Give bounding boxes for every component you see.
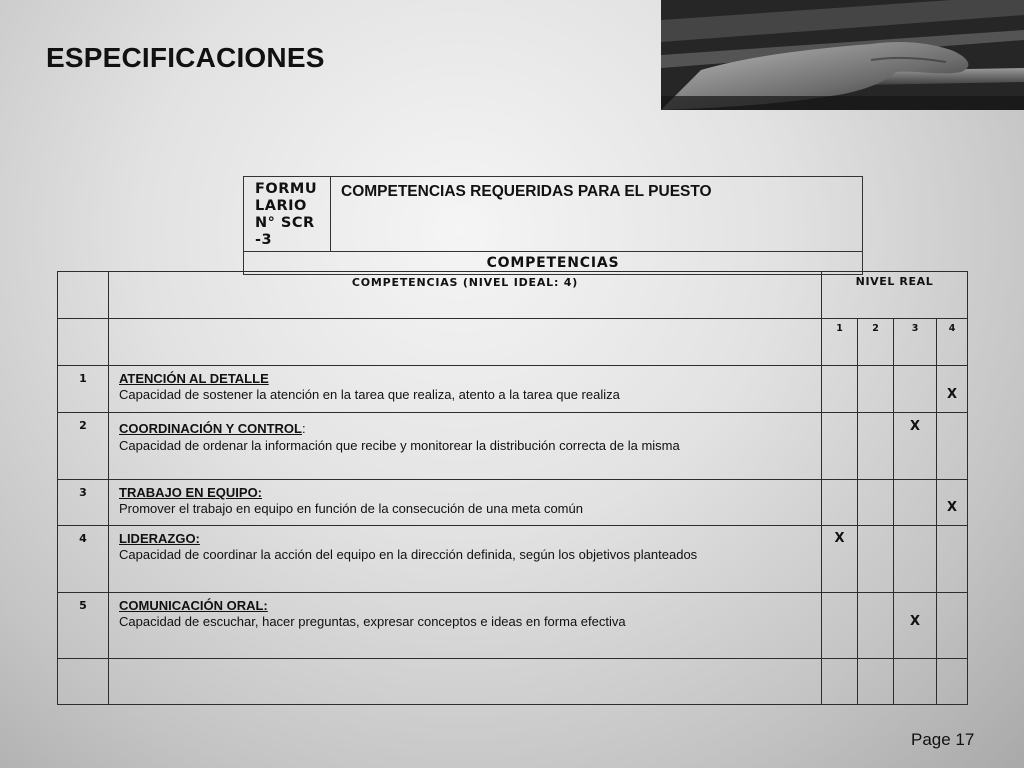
page-number: Page 17: [911, 730, 975, 749]
table-row: [58, 593, 968, 659]
row-number: 2: [58, 413, 109, 480]
empty-cell: [58, 659, 109, 705]
level-mark: X: [937, 366, 968, 413]
form-code-line: LARIO: [255, 198, 307, 214]
competency-name: LIDERAZGO:: [119, 531, 200, 546]
hand-on-rail-image: [661, 0, 1024, 110]
form-code-line: FORMU: [255, 181, 318, 197]
empty-cell: [822, 659, 858, 705]
level-mark: [822, 366, 858, 413]
row-number: 3: [58, 480, 109, 526]
table-row: [58, 366, 968, 413]
form-code-line: N° SCR: [255, 215, 315, 231]
level-header: 4: [937, 319, 968, 366]
empty-cell: [109, 659, 822, 705]
empty-cell: [937, 659, 968, 705]
competency-cell: [109, 413, 822, 480]
level-mark: [858, 593, 894, 659]
competency-cell: [109, 526, 822, 593]
level-mark: [822, 413, 858, 480]
competency-description: Capacidad de escuchar, hacer preguntas, expresar conceptos e ideas en forma efectiva: [119, 614, 626, 629]
level-mark: [937, 526, 968, 593]
level-mark: [937, 593, 968, 659]
form-code-line: -3: [255, 232, 273, 248]
level-mark: [894, 480, 937, 526]
level-mark: X: [937, 480, 968, 526]
form-section-label: COMPETENCIAS: [486, 255, 620, 271]
level-mark: [858, 526, 894, 593]
form-divider: [244, 251, 862, 252]
level-mark: X: [822, 526, 858, 593]
competency-description: Capacidad de coordinar la acción del equipo en la dirección definida, según los objetivos planteados: [119, 547, 698, 562]
competency-cell: [109, 593, 822, 659]
form-heading: COMPETENCIAS REQUERIDAS PARA EL PUESTO: [341, 183, 712, 200]
level-mark: [822, 593, 858, 659]
form-code: [244, 177, 331, 252]
empty-cell: [858, 659, 894, 705]
table-row: [58, 413, 968, 480]
level-mark: X: [894, 593, 937, 659]
level-mark: [822, 480, 858, 526]
row-number: 4: [58, 526, 109, 593]
level-mark: [858, 413, 894, 480]
empty-cell: [58, 319, 109, 366]
competencies-table: [57, 271, 968, 705]
level-header-row: [58, 319, 968, 366]
competency-name: COORDINACIÓN Y CONTROL: [119, 421, 302, 436]
table-row: [58, 659, 968, 705]
competency-name: ATENCIÓN AL DETALLE: [119, 371, 269, 386]
empty-cell: [894, 659, 937, 705]
row-number: 5: [58, 593, 109, 659]
competency-description: Capacidad de ordenar la información que recibe y monitorear la distribución correcta de la misma: [119, 438, 680, 453]
competency-description: Capacidad de sostener la atención en la tarea que realiza, atento a la tarea que realiza: [119, 387, 620, 402]
level-header: 2: [858, 319, 894, 366]
level-mark: [894, 366, 937, 413]
empty-cell: [109, 319, 822, 366]
competency-cell: [109, 480, 822, 526]
row-number: 1: [58, 366, 109, 413]
competency-name: COMUNICACIÓN ORAL:: [119, 598, 268, 613]
competency-name: TRABAJO EN EQUIPO:: [119, 485, 263, 500]
level-mark: [858, 480, 894, 526]
competency-description: Promover el trabajo en equipo en función de la consecución de una meta común: [119, 501, 583, 516]
competency-cell: [109, 366, 822, 413]
level-mark: X: [894, 413, 937, 480]
level-mark: [894, 526, 937, 593]
slide-title: ESPECIFICACIONES: [46, 42, 325, 73]
competency-name-suffix: :: [301, 421, 306, 436]
table-title-row: [58, 272, 968, 319]
table-row: [58, 526, 968, 593]
header-photo: [661, 0, 1024, 110]
level-mark: [858, 366, 894, 413]
table-row: [58, 480, 968, 526]
nivel-real-header: NIVEL REAL: [822, 272, 968, 319]
table-title: COMPETENCIAS (NIVEL IDEAL: 4): [109, 272, 822, 319]
table-corner-cell: [58, 272, 109, 319]
level-mark: [937, 413, 968, 480]
level-header: 3: [894, 319, 937, 366]
level-header: 1: [822, 319, 858, 366]
form-header-box: [243, 176, 863, 275]
